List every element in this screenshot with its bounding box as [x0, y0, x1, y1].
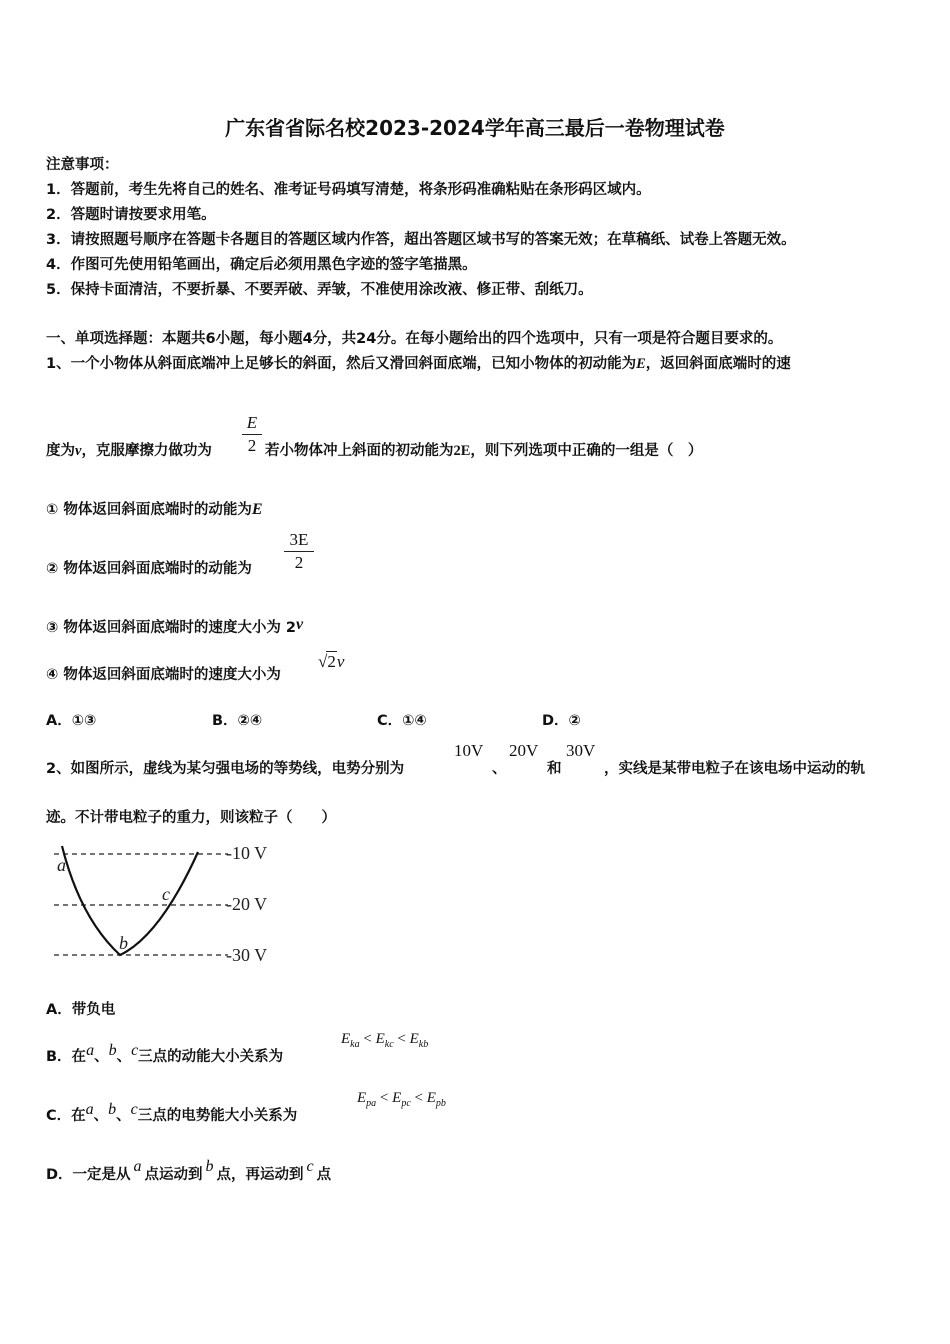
q1-statement-2-fraction — [284, 530, 314, 573]
point-a: a — [133, 1158, 142, 1175]
point-a-label: a — [57, 855, 66, 875]
q2-line2: 迹。不计带电粒子的重力，则该粒子（ ） — [46, 810, 336, 826]
q2-line1-a: 2、如图所示，虚线为某匀强电场的等势线，电势分别为 — [46, 761, 405, 777]
q1-statement-4: ④ 物体返回斜面底端时的速度大小为 — [46, 667, 281, 683]
q1-statement-2: ② 物体返回斜面底端时的动能为 — [46, 561, 252, 577]
q2-option-a[interactable]: A．带负电 — [46, 1002, 116, 1018]
q1-text: ，克服摩擦力做功为 — [81, 443, 212, 459]
q2-line1-b: ，实线是某带电粒子在该电场中运动的轨 — [604, 761, 865, 777]
option-text: 、 — [94, 1049, 109, 1065]
label-30v: -30 V — [226, 945, 268, 965]
option-text: 、 — [116, 1049, 132, 1065]
q2-option-d[interactable] — [46, 1158, 332, 1184]
fraction-numerator — [284, 530, 314, 550]
option-text: 点运动到 — [144, 1167, 203, 1183]
point-c-label: c — [162, 884, 170, 904]
notice-item: 1．答题前，考生先将自己的姓名、准考证号码填写清楚，将条形码准确粘贴在条形码区域内。 — [46, 182, 651, 198]
q1-fraction — [242, 413, 262, 456]
statement-math: v — [295, 616, 304, 633]
math-E: E — [357, 1090, 367, 1106]
math-E: E — [375, 1031, 385, 1047]
notice-item: 4．作图可先使用铅笔画出，确定后必须用黑色字迹的签字笔描黑。 — [46, 257, 477, 273]
fraction-denominator: 2 — [294, 553, 304, 572]
equipotential-figure — [50, 838, 280, 970]
q1-text: ，则下列选项中正确的一组是（ ） — [470, 443, 703, 459]
fraction-denominator: 2 — [247, 436, 257, 455]
option-text: C．在 — [46, 1108, 86, 1124]
point-a: a — [86, 1042, 95, 1059]
sqrt-sign: √ — [318, 652, 328, 671]
option-text: D．一定是从 — [46, 1167, 131, 1183]
q1-2E: 2E — [453, 443, 471, 459]
q2-sep: 、 — [492, 761, 507, 777]
point-c: c — [306, 1158, 314, 1175]
option-text: 三点的电势能大小关系为 — [137, 1108, 298, 1124]
point-b: b — [205, 1158, 214, 1175]
label-20v: -20 V — [226, 894, 268, 914]
option-text: 三点的动能大小关系为 — [138, 1049, 284, 1065]
math-E: E — [426, 1090, 436, 1106]
q2-option-b-math — [341, 1031, 428, 1050]
option-text: B．在 — [46, 1049, 87, 1065]
particle-trajectory — [62, 846, 198, 955]
q1-text: 度为 — [46, 443, 75, 459]
math-lt: < — [379, 1090, 389, 1106]
point-c: c — [130, 1101, 138, 1118]
notice-item: 2．答题时请按要求用笔。 — [46, 207, 216, 223]
point-b: b — [108, 1042, 117, 1059]
fraction-numerator: E — [246, 413, 258, 432]
notice-heading: 注意事项： — [46, 157, 119, 173]
statement-text: ③ 物体返回斜面底端时的速度大小为 2 — [46, 620, 296, 636]
statement-math: E — [251, 501, 263, 518]
q2-potential-30: 30V — [566, 741, 596, 760]
q1-text-end: ，返回斜面底端时的速 — [645, 356, 791, 372]
point-c: c — [131, 1042, 139, 1059]
math-lt: < — [397, 1031, 406, 1047]
q1-option-a[interactable]: A．①③ — [46, 713, 97, 729]
math-sub: kb — [418, 1039, 429, 1050]
q2-potential-10: 10V — [454, 741, 484, 760]
option-text: 点 — [316, 1167, 332, 1183]
q1-option-d[interactable]: D．② — [542, 713, 581, 729]
statement-text: ① 物体返回斜面底端时的动能为 — [46, 502, 252, 518]
q1-v: v — [75, 443, 82, 459]
math-sub: pb — [435, 1098, 446, 1109]
fraction-numerator-text: 3E — [289, 530, 309, 549]
q1-option-c[interactable]: C．①④ — [377, 713, 427, 729]
point-b-label: b — [119, 933, 128, 953]
math-sub: kc — [384, 1039, 394, 1050]
q1-line1 — [46, 352, 791, 373]
point-b: b — [108, 1101, 117, 1118]
math-E: E — [409, 1031, 419, 1047]
page-title: 广东省省际名校2023-2024学年高三最后一卷物理试卷 — [225, 116, 725, 140]
notice-item: 5．保持卡面清洁，不要折暴、不要弄破、弄皱，不准使用涂改液、修正带、刮纸刀。 — [46, 282, 593, 298]
q2-option-c[interactable] — [46, 1101, 298, 1125]
label-10v: -10 V — [226, 843, 268, 863]
fraction-bar — [242, 434, 262, 435]
math-sub: ka — [350, 1039, 360, 1050]
q1-statement-4-math — [318, 651, 344, 672]
point-a: a — [85, 1101, 94, 1118]
math-lt: < — [414, 1090, 423, 1106]
option-text: 点，再运动到 — [216, 1167, 304, 1183]
fraction-bar — [284, 551, 314, 552]
q1-line2-b — [265, 439, 702, 460]
q2-option-b[interactable] — [46, 1042, 284, 1066]
option-text: 、 — [116, 1108, 131, 1124]
math-sub: pc — [401, 1098, 411, 1109]
q1-statement-1 — [46, 498, 263, 519]
sqrt-radicand: 2 — [327, 652, 336, 671]
math-sub: pa — [366, 1098, 377, 1109]
q1-text: 若小物体冲上斜面的初动能为 — [265, 443, 454, 459]
math-v: v — [336, 652, 345, 671]
notice-item: 3．请按照题号顺序在答题卡各题目的答题区域内作答，超出答题区域书写的答案无效；在草稿纸、试卷上答题无效。 — [46, 232, 796, 248]
q2-sep: 和 — [547, 761, 562, 777]
q1-statement-3 — [46, 616, 303, 637]
q1-option-b[interactable]: B．②④ — [212, 713, 263, 729]
q2-potential-20: 20V — [509, 741, 539, 760]
section-heading: 一、单项选择题：本题共6小题，每小题4分，共24分。在每小题给出的四个选项中，只有一项是符合题目要求的。 — [46, 331, 783, 347]
option-text: 、 — [93, 1108, 109, 1124]
math-E: E — [341, 1031, 351, 1047]
math-lt: < — [363, 1031, 372, 1047]
q1-text: 1、一个小物体从斜面底端冲上足够长的斜面，然后又滑回斜面底端，已知小物体的初动能为 — [46, 356, 637, 372]
math-E: E — [392, 1090, 402, 1106]
q1-line2-a — [46, 439, 212, 460]
q1-E: E — [636, 356, 646, 372]
q2-option-c-math — [357, 1090, 446, 1109]
